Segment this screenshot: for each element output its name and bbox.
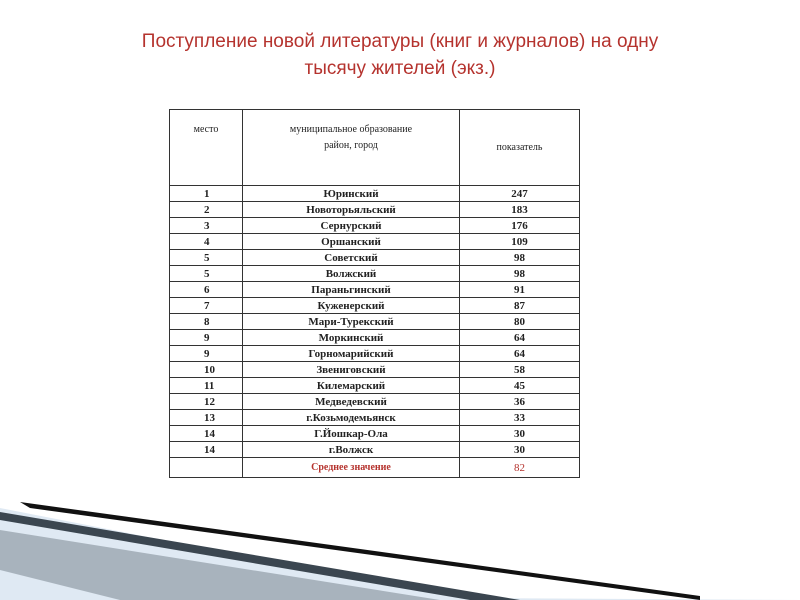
cell-municipality: Килемарский [243, 378, 460, 394]
cell-place: 5 [170, 266, 243, 282]
cell-municipality: Моркинский [243, 330, 460, 346]
average-label: Среднее значение [243, 458, 460, 478]
page-title [40, 28, 760, 82]
average-row [170, 458, 580, 478]
cell-value: 30 [460, 426, 580, 442]
table-row [170, 426, 580, 442]
cell-value: 247 [460, 186, 580, 202]
table-row [170, 362, 580, 378]
cell-value: 183 [460, 202, 580, 218]
cell-place: 8 [170, 314, 243, 330]
table-row [170, 442, 580, 458]
cell-value: 91 [460, 282, 580, 298]
cell-municipality: Мари-Турекский [243, 314, 460, 330]
table-row [170, 202, 580, 218]
cell-value: 64 [460, 330, 580, 346]
cell-value: 64 [460, 346, 580, 362]
table-row [170, 234, 580, 250]
cell-place: 1 [170, 186, 243, 202]
header-municipality-line-2: район, город [324, 140, 378, 151]
cell-municipality: Звениговский [243, 362, 460, 378]
table-row [170, 378, 580, 394]
cell-value: 33 [460, 410, 580, 426]
cell-municipality: Куженерский [243, 298, 460, 314]
cell-value: 109 [460, 234, 580, 250]
cell-value: 36 [460, 394, 580, 410]
cell-place: 11 [170, 378, 243, 394]
cell-place: 3 [170, 218, 243, 234]
table-header-row [170, 110, 580, 186]
cell-municipality: Волжский [243, 266, 460, 282]
decorative-swoosh [0, 500, 800, 600]
cell-municipality: Советский [243, 250, 460, 266]
cell-value: 87 [460, 298, 580, 314]
cell-place: 12 [170, 394, 243, 410]
cell-place: 4 [170, 234, 243, 250]
cell-place [170, 458, 243, 478]
cell-value: 176 [460, 218, 580, 234]
cell-municipality: г.Волжск [243, 442, 460, 458]
cell-place: 2 [170, 202, 243, 218]
cell-place: 13 [170, 410, 243, 426]
cell-municipality: Сернурский [243, 218, 460, 234]
cell-municipality: г.Козьмодемьянск [243, 410, 460, 426]
cell-place: 10 [170, 362, 243, 378]
table-row [170, 282, 580, 298]
cell-municipality: Новоторьяльский [243, 202, 460, 218]
cell-value: 58 [460, 362, 580, 378]
table-row [170, 394, 580, 410]
cell-value: 98 [460, 266, 580, 282]
header-place: место [170, 110, 243, 186]
cell-municipality: Юринский [243, 186, 460, 202]
cell-value: 98 [460, 250, 580, 266]
table-row [170, 186, 580, 202]
cell-municipality: Горномарийский [243, 346, 460, 362]
table-row [170, 218, 580, 234]
average-value: 82 [460, 458, 580, 478]
header-municipality [243, 110, 460, 186]
page-title-line-2: тысячу жителей (экз.) [304, 58, 496, 79]
cell-value: 30 [460, 442, 580, 458]
table-row [170, 314, 580, 330]
cell-municipality: Параньгинский [243, 282, 460, 298]
ranking-table [169, 109, 580, 478]
cell-place: 9 [170, 346, 243, 362]
header-municipality-line-1: муниципальное образование [289, 124, 413, 135]
cell-place: 6 [170, 282, 243, 298]
table-row [170, 410, 580, 426]
header-value: показатель [460, 110, 580, 186]
page-title-line-1: Поступление новой литературы (книг и журналов) на одну [141, 31, 659, 52]
cell-place: 5 [170, 250, 243, 266]
cell-municipality: Г.Йошкар-Ола [243, 426, 460, 442]
cell-value: 80 [460, 314, 580, 330]
cell-value: 45 [460, 378, 580, 394]
table-row [170, 346, 580, 362]
table-row [170, 298, 580, 314]
cell-place: 14 [170, 442, 243, 458]
cell-municipality: Оршанский [243, 234, 460, 250]
cell-place: 14 [170, 426, 243, 442]
table-row [170, 266, 580, 282]
cell-municipality: Медведевский [243, 394, 460, 410]
cell-place: 9 [170, 330, 243, 346]
cell-place: 7 [170, 298, 243, 314]
table-row [170, 250, 580, 266]
table-row [170, 330, 580, 346]
